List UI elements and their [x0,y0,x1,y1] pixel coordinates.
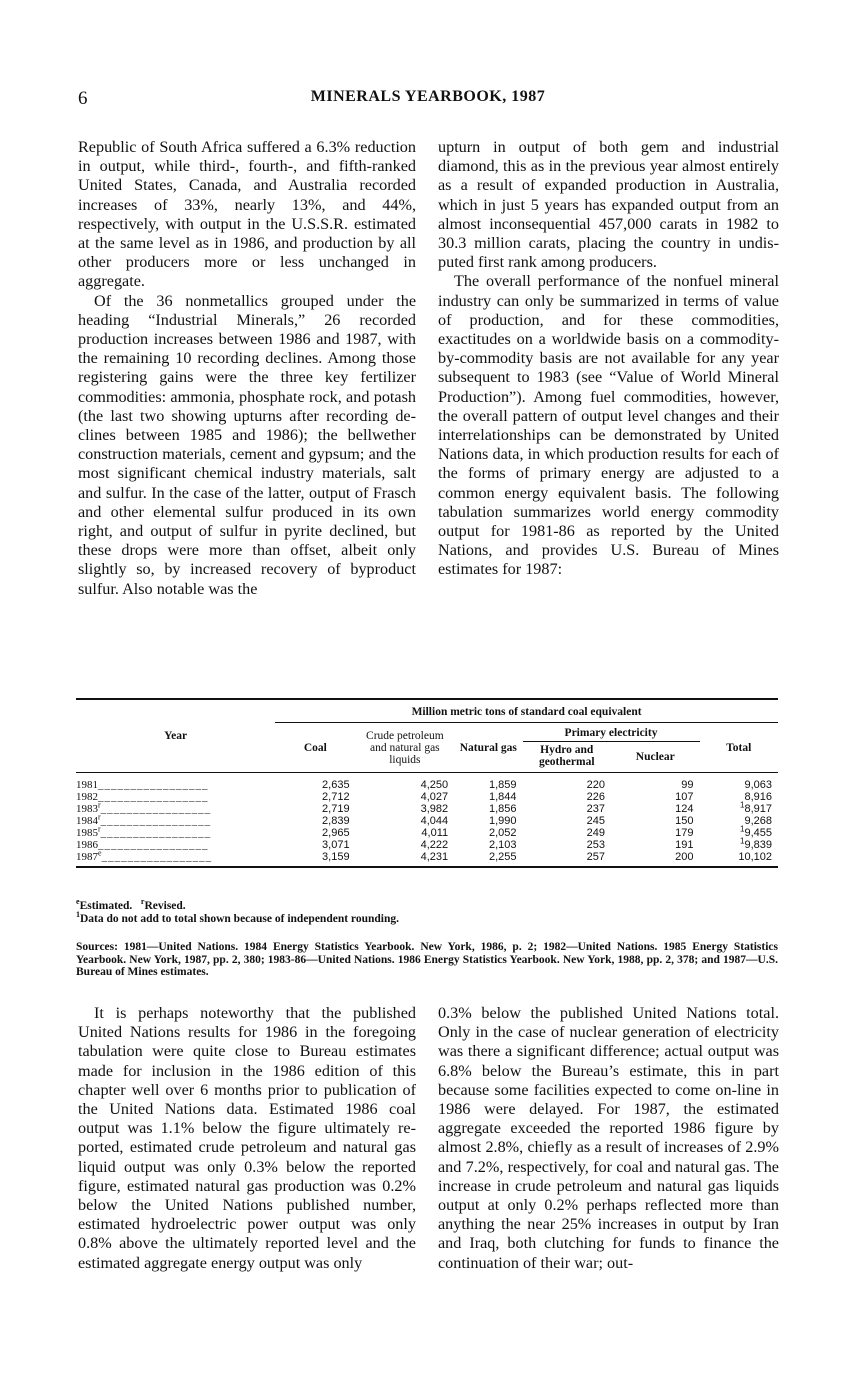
col-header-coal: Coal [275,723,355,773]
cell-total: 8,916 [744,791,772,803]
cell-nuclear: 179 [675,827,694,839]
cell-crude: 4,044 [420,815,449,827]
table-row [76,779,778,791]
table-row [76,839,778,851]
span-header-primary-electricity: Primary electricity [523,723,700,742]
cell-coal: 2,719 [322,803,350,815]
cell-gas: 2,052 [488,827,517,839]
column-top-right [438,138,779,580]
cell-total: $^1$9,455 [740,824,772,839]
cell-hydro: 257 [586,851,605,863]
table-row [76,851,778,863]
running-title: MINERALS YEARBOOK, 1987 [310,88,546,105]
cell-nuclear: 150 [675,815,694,827]
cell-gas: 1,859 [488,779,517,791]
cell-year: 1987e_________________ [76,848,213,863]
paragraph: The overall performance of the nonfuel mineral industry can only be summarized in terms of value of production, and for these commodities, exactitudes on a worldwide basis on a commodity-by-commodity basis are not available for any year subsequent to 1983 (see “Value of World Mineral Production”). Among fuel commodities, however, the overall pattern of output level changes and their interrelationships can be demonstrated by United Nations data, in which production results for each of the forms of primary energy are adjusted to a common energy equivalent basis. The following tabulation summarizes world energy commodity output for 1981-86 as reported by the United Nations, and provides U.S. Bureau of Mines estimates for 1987: [438,272,779,579]
paragraph: It is perhaps noteworthy that the published United Nations results for 1986 in the foregoing tabulation were quite close to Bureau estimates made for inclusion in the 1986 edition of this chapter well over 6 months prior to publication of the United Nations data. Estimated 1986 coal output was 1.1% below the figure ultimately reported, estimated crude petroleum and natural gas liquid output was only 0.3% below the reported figure, estimated natural gas production was 0.2% below the United Nations published number, estimated hydroelectric power output was only 0.8% above the ultimately reported level and the estimated aggregate energy output was only [78,1004,416,1272]
cell-gas: 2,103 [488,839,517,851]
paragraph: Of the 36 nonmetallics grouped under the heading “Industrial Minerals,” 26 recorded production increases between 1986 and 1987, with the remaining 10 recording declines. Among those registering gains were the three key fertilizer commodities: ammonia, phosphate rock, and potash (the last two showing upturns after recording declines between 1985 and 1986); the bellwether construction materials, cement and gypsum; and the most significant chemical industry materials, salt and sulfur. In the case of the latter, output of Frasch and other elemental sulfur produced in its own right, and output of sulfur in pyrite declined, but these drops were more than offset, albeit only slightly so, by increased recovery of byproduct sulfur. Also notable was the [78,291,416,598]
cell-total: $^1$8,917 [740,800,772,815]
note-1-mark: 1 [76,910,80,920]
paragraph: 0.3% below the published United Nations total. Only in the case of nuclear generation of electricity was there a significant difference; actual output was 6.8% below the Bureau’s estimate, this in part because some facilities expected to come on-line in 1986 were delayed. For 1987, the estimated aggregate exceeded the reported 1986 figure by almost 2.8%, chiefly as a result of increases of 2.9% and 7.2%, respectively, for coal and natural gas. The increase in crude petroleum and natural gas liquids output at only 0.2% perhaps reflected more than anything the near 25% increases in output by Iran and Iraq, both clutching for funds to finance the continuation of their war; out- [438,1004,779,1272]
paragraph: upturn in output of both gem and industrial diamond, this as in the previous year almost entirely as a result of expanded production in Australia, which in just 5 years has expanded output from an almost inconsequential 457,000 carats in 1982 to 30.3 million carats, placing the country in undisputed first rank among producers. [438,138,779,272]
column-bottom-left [78,1004,416,1273]
cell-nuclear: 99 [681,779,694,791]
cell-hydro: 245 [586,815,605,827]
page-number: 6 [78,88,88,109]
cell-hydro: 249 [586,827,605,839]
cell-year: 1983$^r$_________________ [76,800,212,815]
energy-output-table [76,698,778,868]
table-row [76,803,778,815]
cell-hydro: 226 [586,791,605,803]
cell-crude: 4,222 [420,839,449,851]
cell-coal: 2,712 [322,791,350,803]
cell-nuclear: 124 [675,803,694,815]
col-header-hydro: Hydro and geothermal [523,742,612,773]
cell-gas: 1,844 [488,791,517,803]
cell-year: 1981_________________ [76,779,209,791]
table-notes [76,897,778,926]
cell-hydro: 237 [586,803,605,815]
cell-nuclear: 200 [675,851,694,863]
col-header-total: Total [700,723,779,773]
col-header-natural-gas: Natural gas [454,723,522,773]
cell-total: 10,102 [738,851,772,863]
cell-nuclear: 107 [675,791,694,803]
page-header [78,88,778,114]
note-e-mark: e [76,897,80,907]
note-r-mark: r [140,897,145,907]
table-row [76,815,778,827]
cell-nuclear: 191 [675,839,694,851]
cell-coal: 2,965 [322,827,350,839]
column-top-left [78,138,416,599]
cell-year: 1982_________________ [76,791,209,803]
cell-crude: 4,231 [420,851,449,863]
cell-year: 1984$^r$_________________ [76,812,212,827]
cell-hydro: 253 [586,839,605,851]
cell-coal: 3,159 [322,851,350,863]
cell-gas: 1,990 [488,815,517,827]
cell-coal: 3,071 [322,839,350,851]
note-rounding: $^1$Data do not add to total shown because of independent rounding. [76,910,399,925]
table-row [76,791,778,803]
cell-gas: 2,255 [488,851,517,863]
table-row [76,827,778,839]
cell-crude: 4,027 [420,791,449,803]
note-estimated-revised [76,897,778,913]
table-sources: Sources: 1981—United Nations. 1984 Energy Statistics Yearbook. New York, 1986, p. 2; 1982—United Nations. 1985 Energy Statistics Yearbook. New York, 1987, pp. 2, 380; 1983-86—United Nations. 1986 Energy Statistics Yearbook. New York, 1988, pp. 2, 378; and 1987—U.S. Bureau of Mines estimates. [76,941,778,978]
note-estimated: Estimated. [79,900,133,912]
cell-hydro: 220 [586,779,605,791]
column-bottom-right [438,1004,779,1273]
cell-year: 1986_________________ [76,839,209,851]
cell-year: 1985$^r$_________________ [76,824,212,839]
col-header-year: Year [76,699,275,773]
cell-total: 9,063 [744,779,772,791]
cell-total: $^1$9,839 [740,836,772,851]
col-header-crude: Crude petroleum and natural gas liquids [356,723,455,773]
span-header-units: Million metric tons of standard coal equivalent [275,699,778,723]
cell-total: 9,268 [744,815,772,827]
cell-gas: 1,856 [488,803,517,815]
cell-coal: 2,839 [322,815,350,827]
cell-crude: 4,250 [420,779,449,791]
cell-coal: 2,635 [322,779,350,791]
note-revised: Revised. [144,900,186,912]
cell-crude: 4,011 [421,827,449,839]
cell-crude: 3,982 [420,803,449,815]
col-header-nuclear: Nuclear [611,742,700,773]
paragraph: Republic of South Africa suffered a 6.3% reduction in output, while third-, fourth-, and fifth-ranked United States, Canada, and Australia recorded increases of 33%, nearly 13%, and 44%, respectively, with output in the U.S.S.R. estimated at the same level as in 1986, and production by all other producers more or less unchanged in aggregate. [78,138,416,291]
